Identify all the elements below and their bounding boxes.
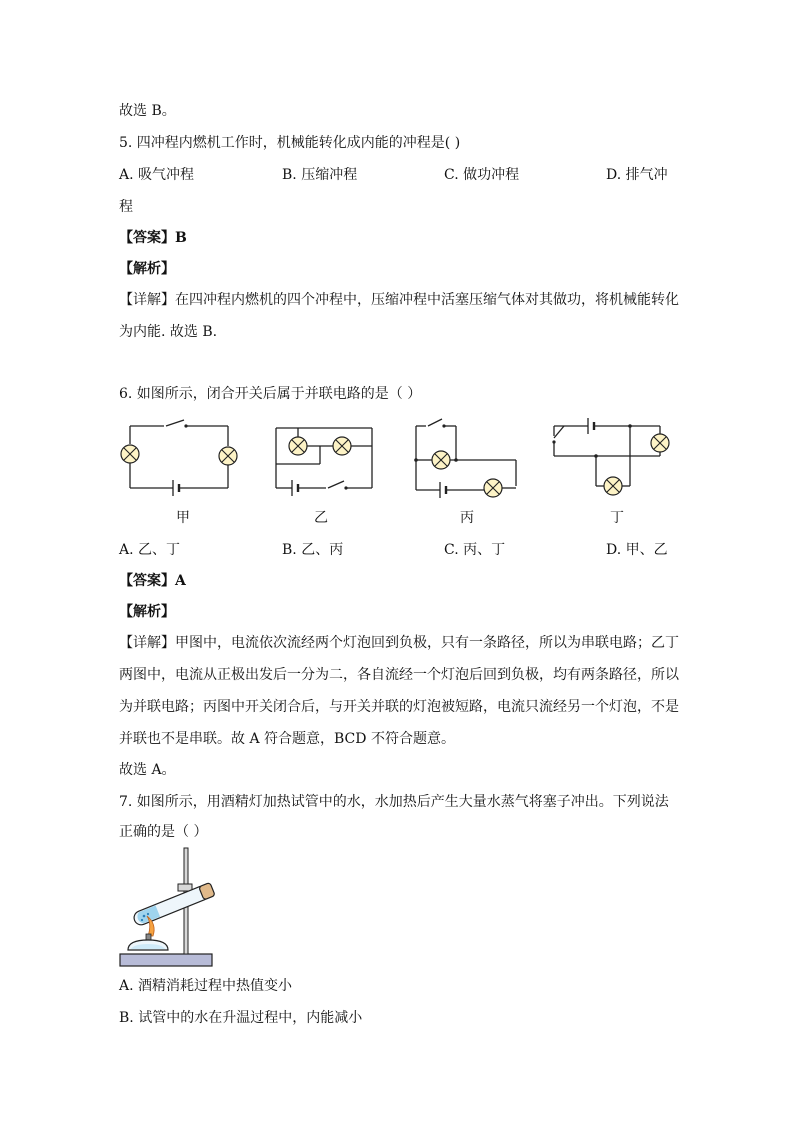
q5-option-wrap: 程 <box>119 199 133 215</box>
circuit-ding-switch <box>554 426 564 438</box>
circuit-yi <box>272 424 378 496</box>
heating-apparatus-figure <box>118 846 218 970</box>
q6-answer: 【答案】A <box>119 573 186 589</box>
q6-analysis-heading: 【解析】 <box>119 604 175 620</box>
q6-option-d: D. 甲、乙 <box>606 542 668 558</box>
q7-option-a: A. 酒精消耗过程中热值变小 <box>119 978 293 994</box>
circuit-ding <box>550 418 674 502</box>
q5-option-d: D. 排气冲 <box>606 167 668 183</box>
circuit-jia <box>118 418 242 496</box>
circuit-bing-switch <box>428 419 442 426</box>
circuit-label-yi: 乙 <box>314 510 328 526</box>
circuit-bing <box>412 414 522 498</box>
q5-detail-line-1: 【详解】在四冲程内燃机的四个冲程中，压缩冲程中活塞压缩气体对其做功，将机械能转化 <box>119 292 679 308</box>
circuit-label-jia: 甲 <box>176 510 190 526</box>
q5-analysis-heading: 【解析】 <box>119 261 175 277</box>
q6-detail-line-4: 并联也不是串联。故 A 符合题意，BCD 不符合题意。 <box>119 731 455 747</box>
q5-option-a: A. 吸气冲程 <box>119 167 195 183</box>
q6-detail-line-1: 【详解】甲图中，电流依次流经两个灯泡回到负极，只有一条路径，所以为串联电路；乙丁 <box>119 635 679 651</box>
q6-option-c: C. 丙、丁 <box>444 542 506 558</box>
q6-option-b: B. 乙、丙 <box>282 542 344 558</box>
q5-detail-line-2: 为内能. 故选 B. <box>119 324 218 340</box>
test-tube <box>132 882 215 926</box>
q7-stem-line-2: 正确的是（ ） <box>119 824 208 840</box>
q5-option-b: B. 压缩冲程 <box>282 167 358 183</box>
q6-stem: 6. 如图所示，闭合开关后属于并联电路的是（ ） <box>119 386 422 402</box>
q7-option-b: B. 试管中的水在升温过程中，内能减小 <box>119 1010 363 1026</box>
circuit-label-bing: 丙 <box>460 510 474 526</box>
circuit-jia-switch <box>166 420 184 426</box>
q6-detail-line-3: 为并联电路；丙图中开关闭合后，与开关并联的灯泡被短路，电流只流经另一个灯泡，不是 <box>119 699 679 715</box>
q6-conclusion: 故选 A。 <box>119 762 176 778</box>
q6-option-a: A. 乙、丁 <box>119 542 181 558</box>
circuit-label-ding: 丁 <box>610 510 624 526</box>
q5-option-c: C. 做功冲程 <box>444 167 520 183</box>
q5-answer: 【答案】B <box>119 230 187 246</box>
circuit-yi-switch <box>328 481 344 488</box>
q5-stem: 5. 四冲程内燃机工作时，机械能转化成内能的冲程是( ) <box>119 135 461 151</box>
iron-stand-base <box>120 954 212 966</box>
q7-stem-line-1: 7. 如图所示，用酒精灯加热试管中的水，水加热后产生大量水蒸气将塞子冲出。下列说法 <box>119 794 669 810</box>
intro-conclusion: 故选 B。 <box>119 103 176 119</box>
q6-detail-line-2: 两图中，电流从正极出发后一分为二，各自流经一个灯泡后回到负极，均有两条路径，所以 <box>119 667 679 683</box>
